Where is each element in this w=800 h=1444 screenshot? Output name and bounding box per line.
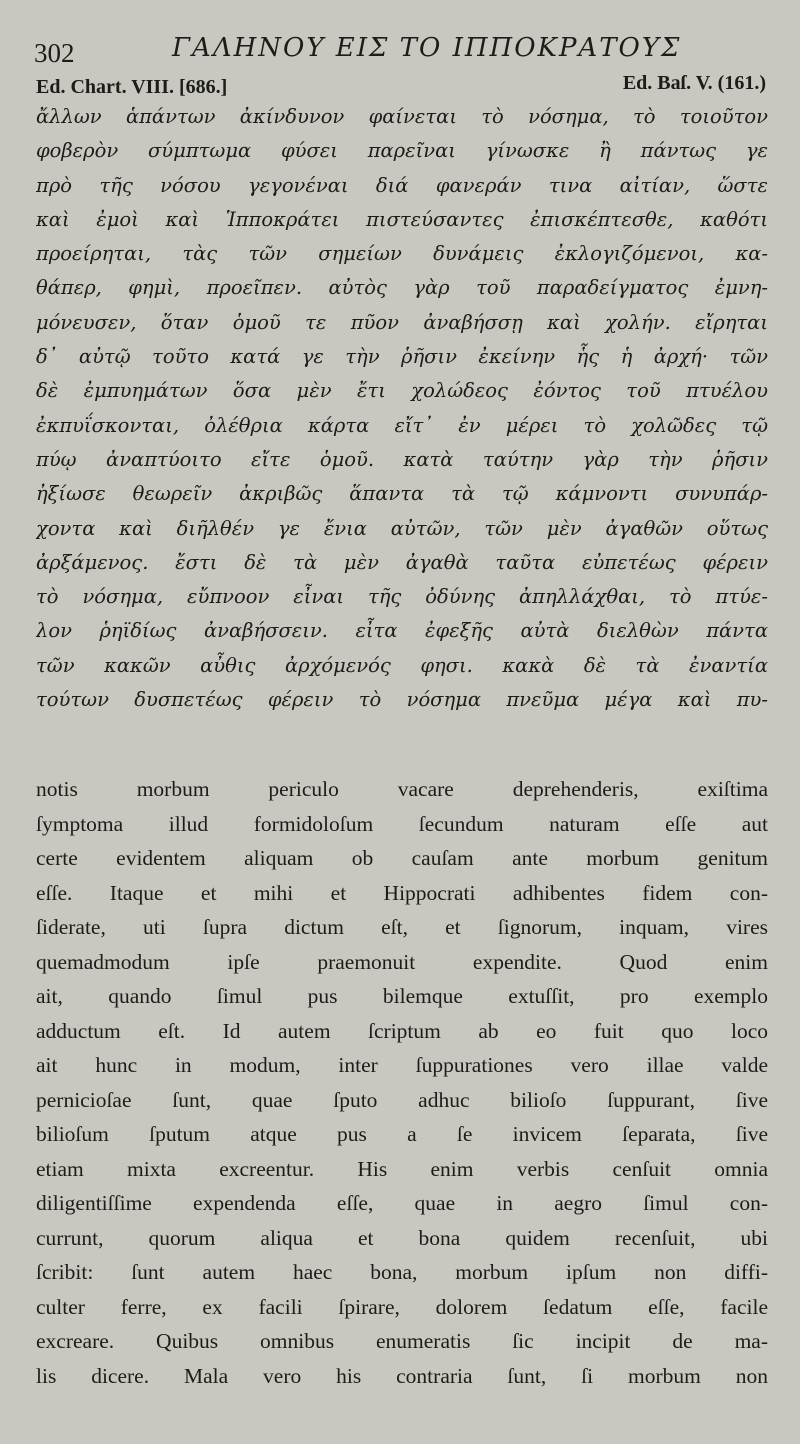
latin-line-15: ſcribit: ſunt autem haec bona, morbum ipſum non diffi- bbox=[36, 1260, 768, 1284]
greek-line-11: πύῳ ἀναπτύοιτο εἴτε ὁμοῦ. κατὰ ταύτην γὰρ τὴν ῥῆσιν bbox=[36, 447, 768, 471]
greek-line-2: φοβερὸν σύμπτωμα φύσει παρεῖναι γίνωσκε ἢ πάντως γε bbox=[36, 139, 768, 163]
greek-line-1: ἄλλων ἁπάντων ἀκίνδυνον φαίνεται τὸ νόσημα, τὸ τοιοῦτον bbox=[36, 105, 768, 128]
latin-line-6: quemadmodum ipſe praemonuit expendite. Quod enim bbox=[36, 949, 768, 974]
latin-line-9: ait hunc in modum, inter ſuppurationes vero illae valde bbox=[36, 1053, 768, 1077]
greek-text-block bbox=[36, 100, 768, 717]
latin-line-11: bilioſum ſputum atque pus a ſe invicem ſeparata, ſive bbox=[36, 1122, 768, 1146]
greek-line-4: καὶ ἐμοὶ καὶ Ἱπποκράτει πιστεύσαντες ἐπισκέπτεσθε, καθότι bbox=[36, 207, 768, 231]
greek-line-3: πρὸ τῆς νόσου γεγονέναι διά φανεράν τινα αἰτίαν, ὥστε bbox=[36, 173, 768, 197]
latin-line-3: certe evidentem aliquam ob cauſam ante morbum genitum bbox=[36, 846, 768, 870]
greek-line-17: τῶν κακῶν αὖθις ἀρχόμενός φησι. κακὰ δὲ τὰ ἐναντία bbox=[36, 653, 768, 677]
latin-line-18: lis dicere. Mala vero his contraria ſunt, ſi morbum non bbox=[36, 1363, 768, 1388]
edition-reference-chartier: Ed. Chart. VIII. [686.] bbox=[36, 76, 228, 98]
latin-line-12: etiam mixta excreentur. His enim verbis cenſuit omnia bbox=[36, 1156, 768, 1181]
page-number: 302 bbox=[34, 38, 75, 68]
greek-line-10: ἐκπυΐσκονται, ὀλέθρια κάρτα εἴτ᾽ ἐν μέρει τὸ χολῶδες τῷ bbox=[36, 413, 768, 437]
latin-line-4: eſſe. Itaque et mihi et Hippocrati adhibentes fidem con- bbox=[36, 880, 768, 905]
latin-line-10: pernicioſae ſunt, quae ſputo adhuc bilioſo ſuppurant, ſive bbox=[36, 1087, 768, 1112]
greek-line-15: τὸ νόσημα, εὔπνοον εἶναι τῆς ὀδύνης ἀπηλλάχθαι, τὸ πτύε- bbox=[36, 585, 768, 609]
greek-line-18: τούτων δυσπετέως φέρειν τὸ νόσημα πνεῦμα μέγα καὶ πυ- bbox=[36, 688, 768, 712]
edition-reference-basel: Ed. Baſ. V. (161.) bbox=[622, 72, 766, 94]
greek-line-5: προείρηται, τὰς τῶν σημείων δυνάμεις ἐκλογιζόμενοι, κα- bbox=[36, 242, 768, 266]
latin-line-1: notis morbum periculo vacare deprehenderis, exiſtima bbox=[36, 777, 768, 801]
latin-line-5: ſiderate, uti ſupra dictum eſt, et ſignorum, inquam, vires bbox=[36, 915, 768, 939]
greek-line-8: δ᾽ αὐτῷ τοῦτο κατά γε τὴν ῥῆσιν ἐκείνην ἧς ἡ ἀρχή· τῶν bbox=[36, 345, 768, 369]
latin-line-16: culter ferre, ex facili ſpirare, dolorem ſedatum eſſe, facile bbox=[36, 1294, 768, 1319]
latin-line-8: adductum eſt. Id autem ſcriptum ab eo fuit quo loco bbox=[36, 1018, 768, 1043]
latin-text-block bbox=[36, 772, 768, 1393]
latin-line-13: diligentiſſime expendenda eſſe, quae in aegro ſimul con- bbox=[36, 1191, 768, 1215]
running-title: ΓΑΛΗΝΟΥ ΕΙΣ ΤΟ ΙΠΠΟΚΡΑΤΟΥΣ bbox=[172, 33, 682, 63]
latin-line-2: ſymptoma illud formidoloſum ſecundum naturam eſſe aut bbox=[36, 811, 768, 836]
latin-line-14: currunt, quorum aliqua et bona quidem recenſuit, ubi bbox=[36, 1225, 768, 1250]
greek-line-7: μόνευσεν, ὅταν ὁμοῦ τε πῦον ἀναβήσσῃ καὶ χολήν. εἴρηται bbox=[36, 310, 768, 334]
greek-line-14: ἀρξάμενος. ἔστι δὲ τὰ μὲν ἀγαθὰ ταῦτα εὐπετέως φέρειν bbox=[36, 550, 768, 574]
greek-line-13: χοντα καὶ διῆλθέν γε ἔνια αὐτῶν, τῶν μὲν ἀγαθῶν οὕτως bbox=[36, 516, 768, 540]
greek-line-9: δὲ ἐμπυημάτων ὅσα μὲν ἔτι χολώδεος ἐόντος τοῦ πτυέλου bbox=[36, 379, 768, 403]
greek-line-6: θάπερ, φημὶ, προεῖπεν. αὐτὸς γὰρ τοῦ παραδείγματος ἐμνη- bbox=[36, 276, 768, 300]
greek-line-12: ἠξίωσε θεωρεῖν ἀκριβῶς ἅπαντα τὰ τῷ κάμνοντι συνυπάρ- bbox=[36, 482, 768, 506]
greek-line-16: λον ῥηϊδίως ἀναβήσσειν. εἶτα ἐφεξῆς αὐτὰ διελθὼν πάντα bbox=[36, 619, 768, 643]
latin-line-7: ait, quando ſimul pus bilemque extuſſit, pro exemplo bbox=[36, 984, 768, 1008]
latin-line-17: excreare. Quibus omnibus enumeratis ſic incipit de ma- bbox=[36, 1329, 768, 1353]
